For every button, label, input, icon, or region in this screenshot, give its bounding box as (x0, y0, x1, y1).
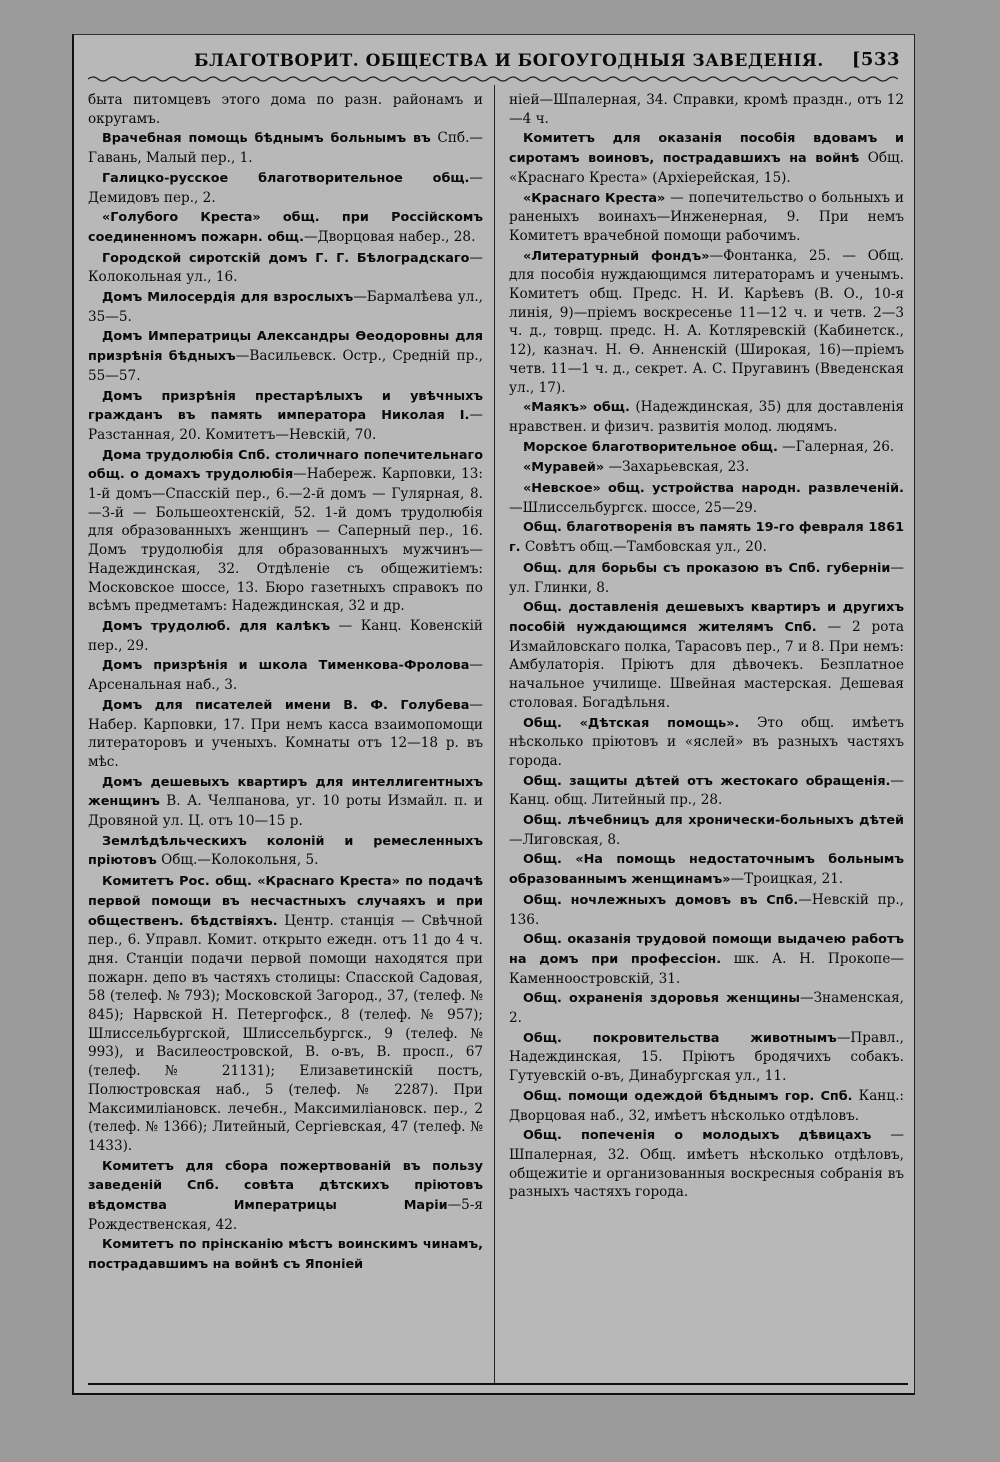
entry-name: Общ. покровительства животнымъ (523, 1030, 837, 1046)
book-page (72, 34, 915, 1395)
entry-details: — Шпалерная, 32. Общ. имѣетъ нѣсколько отдѣловъ, общежитіе и организованныя воскресныя собранія въ разныхъ частяхъ города. (509, 1127, 904, 1201)
entry-details: Спб.—Гавань, Малый пер., 1. (88, 130, 483, 167)
entry-details: — попечительство о больныхъ и раненыхъ воинахъ—Инженерная, 9. При немъ Комитетъ врачебной помощи рабочимъ. (509, 189, 904, 244)
directory-entry (88, 91, 483, 128)
entry-details: —Захарьевская, 23. (604, 459, 750, 476)
entry-details: ніей—Шпалерная, 34. Справки, кромѣ праздн., отъ 12—4 ч. (509, 92, 904, 127)
entry-name: «Муравей» (523, 460, 605, 476)
directory-entry (88, 617, 483, 655)
directory-entry (509, 438, 904, 458)
entry-name: Общ. лѣчебницъ для хронически-больныхъ дѣтей (523, 813, 904, 829)
entry-name: Общ. оказанія трудовой помощи выдачею работъ на домъ при профессіон. (509, 932, 904, 967)
entry-name: Общ. защиты дѣтей отъ жестокаго обращенія. (523, 773, 891, 789)
entry-name: Врачебная помощь бѣднымъ больнымъ въ (102, 131, 431, 147)
entry-name: Общ. помощи одеждой бѣднымъ гор. Спб. (523, 1088, 853, 1104)
directory-entry (509, 989, 904, 1027)
header-title: БЛАГОТВОРИТ. ОБЩЕСТВА И БОГОУГОДНЫЯ ЗАВЕДЕНІЯ. (194, 51, 824, 71)
directory-entry (509, 247, 904, 398)
entry-name: Землѣдѣльческихъ колоній и ремесленныхъ пріютовъ (88, 833, 483, 869)
directory-entry (88, 249, 483, 287)
entry-details: —Колокольная ул., 16. (88, 249, 483, 286)
left-column (88, 91, 483, 1381)
entry-details: В. А. Челпанова, уг. 10 роты Измайл. п. и Дровяной ул. Ц. отъ 10—15 р. (88, 793, 483, 830)
directory-entry (509, 398, 904, 436)
entry-name: «Маякъ» общ. (523, 400, 630, 416)
directory-entry (88, 288, 483, 326)
entry-name: «Голубого Креста» общ. при Россійскомъ соединенномъ пожарн. общ. (88, 210, 483, 245)
entry-details: —Канц. общ. Литейный пр., 28. (509, 772, 904, 809)
directory-entry (88, 169, 483, 207)
entry-name: Общ. «На помощь недостаточнымъ больнымъ образованнымъ женщинамъ» (509, 852, 904, 888)
directory-entry (509, 714, 904, 771)
directory-entry (509, 1087, 904, 1125)
directory-entry (88, 1157, 483, 1235)
entry-details: —Набер. Карповки, 17. При немъ касса взаимопомощи литераторовъ и ученыхъ. Комнаты отъ 12—18 р. въ мѣс. (88, 696, 483, 770)
entry-details: —Правл., Надеждинская, 15. Пріютъ бродячихъ собакъ. Гутуевскій о-въ, Динабургская ул., 11. (509, 1029, 904, 1085)
entry-details: —Фонтанка, 25. — Общ. для пособія нуждающимся литераторамъ и ученымъ. Комитетъ общ. Предс. Н. И. Карѣевъ (В. О., 10-я линія, 9)—пріемъ воскресенье 11—12 ч. и четв. 2—3 ч. д., товрщ. предс. Н. А. Котляревскій (Кабинетск., 12), казнач. Н. Ѳ. Анненскій (Широкая, 16)—пріемъ четв. 11—1 ч. д., секрет. А. С. Пругавинъ (Введенская ул., 17). (509, 247, 904, 396)
directory-entry (88, 208, 483, 247)
entry-details: —Троицкая, 21. (730, 871, 844, 888)
directory-entry (88, 129, 483, 167)
entry-details: —Дворцовая набер., 28. (303, 228, 476, 245)
wavy-rule (88, 75, 898, 83)
directory-entry (509, 1126, 904, 1202)
directory-entry (88, 773, 483, 831)
page-number: [533 (851, 49, 900, 70)
entry-name: Общ. охраненія здоровья женщины (523, 991, 800, 1007)
entry-name: Комитетъ для сбора пожертвованій въ пользу заведеній Спб. совѣта дѣтскихъ пріютовъ вѣдомства Императрицы Маріи (88, 1158, 483, 1214)
entry-details: —Демидовъ пер., 2. (88, 169, 483, 206)
entry-name: Городской сиротскій домъ Г. Г. Бѣлоградскаго (102, 250, 470, 266)
directory-entry (509, 458, 904, 478)
entry-name: Домъ Милосердія для взрослыхъ (102, 290, 354, 306)
right-column (509, 91, 904, 1381)
directory-entry (509, 1029, 904, 1086)
entry-details: Это общ. имѣетъ нѣсколько пріютовъ и «яслей» въ разныхъ частяхъ города. (509, 714, 904, 769)
entry-name: Общ. попеченія о молодыхъ дѣвицахъ (523, 1128, 872, 1144)
directory-entry (509, 91, 904, 128)
entry-details: —Галерная, 26. (777, 438, 895, 455)
entry-name: Общ. «Дѣтская помощь». (523, 715, 740, 731)
entry-name: Комитетъ для оказанія пособія вдовамъ и сиротамъ воиновъ, пострадавшихъ на войнѣ (509, 131, 904, 167)
entry-name: Домъ призрѣнія престарѣлыхъ и увѣчныхъ гражданъ въ память императора Николая I. (88, 388, 483, 424)
entry-name: Общ. доставленія дешевыхъ квартиръ и другихъ пособій нуждающимся жителямъ Спб. (509, 600, 904, 635)
directory-entry (509, 189, 904, 246)
directory-entry (509, 772, 904, 810)
entry-name: Галицко-русское благотворительное общ. (102, 170, 470, 186)
entry-name: Домъ дешевыхъ квартиръ для интеллигентныхъ женщинъ (88, 774, 483, 810)
entry-name: Дома трудолюбія Спб. столичнаго попечительнаго общ. о домахъ трудолюбія (88, 447, 483, 483)
directory-entry (509, 559, 904, 597)
directory-entry (509, 518, 904, 557)
entry-name: Общ. ночлежныхъ домовъ въ Спб. (523, 892, 799, 908)
entry-details: —Шлиссельбургск. шоссе, 25—29. (509, 499, 758, 516)
entry-name: Домъ Императрицы Александры Ѳеодоровны для призрѣнія бѣдныхъ (88, 329, 483, 365)
running-header (174, 47, 900, 77)
entry-name: Комитетъ по прінсканію мѣстъ воинскимъ чинамъ, пострадавшимъ на войнѣ съ Японіей (88, 1237, 483, 1273)
directory-entry (88, 832, 483, 871)
entry-name: Общ. благотворенія въ память 19-го февраля 1861 г. (509, 520, 904, 556)
directory-entry (509, 129, 904, 187)
bottom-rule (88, 1383, 908, 1385)
entry-details: —5-я Рождественская, 42. (88, 1197, 483, 1233)
entry-name: Морское благотворительное общ. (523, 439, 778, 455)
entry-details: Канц.: Дворцовая наб., 32, имѣетъ нѣсколько отдѣловъ. (509, 1087, 904, 1124)
entry-name: Домъ призрѣнія и школа Тименкова-Фролова (102, 658, 470, 674)
entry-details: —Бармалѣева ул., 35—5. (88, 289, 483, 325)
entry-details: — 2 рота Измайловскаго полка, Тарасовъ пер., 7 и 8. При немъ: Амбулаторія. Пріютъ для дѣвочекъ. Безплатное начальное училище. Швейная мастерская. Дешевая столовая. Богадѣльня. (509, 618, 904, 711)
directory-entry (88, 1235, 483, 1274)
entry-details: Центр. станція — Свѣчной пер., 6. Управл. Комит. открыто ежедн. отъ 11 до 4 ч. дня. Станціи подачи первой помощи находятся при пожарн. депо въ частяхъ столицы: Спасской Садовая, 58 (телеф. № 793); Московской Загород., 37, (телеф. № 845); Нарвской Н. Петергофск., 8 (телеф. № 957); Шлиссельбургской, Шлиссельбургск., 9 (телеф. № 993), и Василеостровской, В. о-въ, В. просп., 67 (телеф. № 21131); Елизаветинскій постъ, Полюстровская наб., 5 (телеф. № 2287). При Максимиліановск. лечебн., Максимиліановск. пер., 2 (телеф. № 1366); Литейный, Сергіевская, 47 (телеф. № 1433). (88, 912, 483, 1154)
entry-name: Общ. для борьбы съ проказою въ Спб. губерніи (523, 560, 891, 576)
entry-details: Общ. «Краснаго Креста» (Архіерейская, 15). (509, 150, 904, 186)
directory-entry (88, 387, 483, 445)
entry-name: «Краснаго Креста» (523, 190, 666, 206)
entry-details: —Набереж. Карповки, 13: 1-й домъ—Спасскій пер., 6.—2-й домъ — Гулярная, 8.—3-й — Большеохтенскій, 52. 1-й домъ трудолюбія для образованныхъ женщинъ — Саперный пер., 16. Домъ трудолюбія для образованныхъ мужчинъ—Надеждинская, 32. Отдѣленіе съ общежитіемъ: Московское шоссе, 13. Бюро газетныхъ справокъ по всѣмъ предметамъ: Надеждинская, 32 и др. (88, 466, 483, 615)
directory-entry (509, 598, 904, 712)
directory-entry (88, 327, 483, 385)
entry-name: «Невское» общ. устройства народн. развлеченій. (523, 481, 904, 497)
entry-details: — Канц. Ковенскій пер., 29. (88, 617, 483, 654)
entry-details: быта питомцевъ этого дома по разн. районамъ и округамъ. (88, 92, 483, 127)
directory-entry (509, 891, 904, 929)
entry-name: Домъ трудолюб. для калѣкъ (102, 618, 331, 634)
entry-details: —Невскій пр., 136. (509, 891, 904, 928)
entry-name: Комитетъ Рос. общ. «Краснаго Креста» по подачѣ первой помощи въ несчастныхъ случаяхъ и при общественъ. бѣдствіяхъ. (88, 874, 483, 929)
entry-name: Домъ для писателей имени В. Ф. Голубева (102, 697, 470, 713)
entry-details: —Васильевск. Остр., Средній пр., 55—57. (88, 348, 483, 384)
entry-details: —ул. Глинки, 8. (509, 559, 904, 596)
entry-details: —Знаменская, 2. (509, 990, 904, 1027)
directory-entry (509, 850, 904, 889)
directory-entry (509, 811, 904, 849)
entry-details: Общ.—Колокольня, 5. (156, 852, 319, 869)
entry-name: «Литературный фондъ» (523, 248, 710, 264)
directory-entry (88, 872, 483, 1156)
entry-details: (Надеждинская, 35) для доставленія нравствен. и физич. развитія молод. людямъ. (509, 399, 904, 435)
entry-details: —Разстанная, 20. Комитетъ—Невскій, 70. (88, 407, 483, 443)
directory-entry (88, 446, 483, 616)
directory-entry (509, 479, 904, 517)
column-divider (494, 85, 495, 1385)
entry-details: —Лиговская, 8. (509, 831, 621, 848)
directory-entry (509, 930, 904, 988)
directory-entry (88, 696, 483, 772)
entry-details: —Арсенальная наб., 3. (88, 657, 483, 694)
entry-details: Совѣтъ общ.—Тамбовская ул., 20. (520, 539, 767, 556)
directory-entry (88, 656, 483, 694)
entry-details: шк. А. Н. Прокопе—Каменноостровскій, 31. (509, 950, 904, 987)
